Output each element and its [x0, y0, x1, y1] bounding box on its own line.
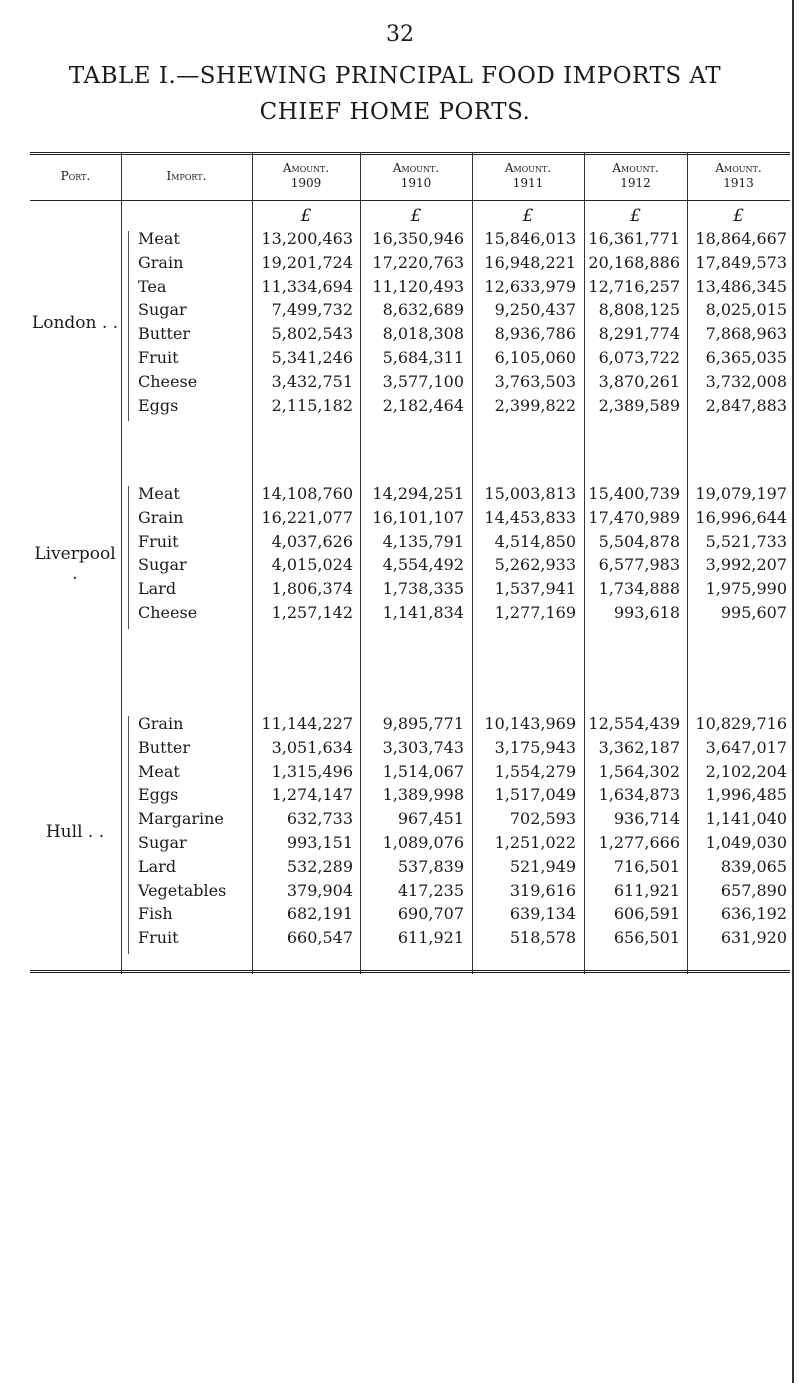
import-item-label: Lard: [138, 579, 177, 599]
amount-cell: 839,065: [720, 856, 787, 876]
column-divider: [687, 152, 688, 974]
amount-cell: 1,996,485: [705, 785, 787, 805]
amount-cell: 1,277,666: [598, 833, 680, 852]
amount-cell: 521,949: [509, 856, 576, 876]
import-item-label: Sugar: [138, 555, 187, 575]
group-brace: [128, 716, 132, 954]
amount-cell: 1,141,040: [705, 809, 787, 829]
import-item-label: Meat: [138, 761, 180, 781]
amount-cell: 15,846,013: [484, 229, 576, 248]
table-bottom-rule: [30, 970, 790, 973]
header-amount-label: Amount.: [282, 161, 330, 175]
amount-cell: 660,547: [286, 928, 353, 948]
amount-cell: 2,182,464: [382, 395, 464, 415]
amount-cell: 690,707: [397, 904, 464, 924]
amount-cell: 1,806,374: [271, 579, 353, 599]
amount-cell: 632,733: [286, 809, 353, 829]
amount-cell: 379,904: [286, 880, 353, 900]
amount-cell: 19,201,724: [261, 252, 353, 272]
amount-cell: 606,591: [613, 904, 680, 924]
amount-cell: 2,399,822: [494, 395, 576, 415]
amount-cell: 17,220,763: [372, 252, 464, 272]
import-item-label: Lard: [138, 856, 177, 876]
group-brace: [128, 486, 132, 629]
header-amount-1913: [687, 152, 790, 200]
group-brace: [128, 231, 132, 421]
port-label: Liverpool .: [34, 544, 116, 585]
import-item-label: Meat: [138, 229, 180, 248]
import-item-label: Eggs: [138, 395, 179, 415]
amount-cell: 12,554,439: [588, 714, 680, 733]
amount-cell: 19,079,197: [695, 484, 787, 503]
amount-cell: 11,334,694: [261, 276, 353, 296]
amount-cell: 4,554,492: [382, 555, 464, 575]
amount-cell: 6,365,035: [705, 348, 787, 367]
amount-cell: 3,432,751: [271, 371, 353, 391]
import-item-label: Cheese: [138, 603, 198, 622]
amount-cell: 702,593: [509, 809, 576, 829]
amount-cell: 2,389,589: [598, 395, 680, 415]
header-amount-1912: [584, 152, 687, 200]
amount-cell: 1,274,147: [271, 785, 353, 805]
amount-cell: 3,051,634: [271, 737, 353, 757]
amount-cell: 967,451: [397, 809, 464, 829]
amount-cell: 1,634,873: [598, 785, 680, 805]
amount-cell: 6,577,983: [598, 555, 680, 575]
amount-cell: 1,734,888: [598, 579, 680, 599]
amount-cell: 13,200,463: [261, 229, 353, 248]
amount-cell: 12,716,257: [588, 276, 680, 296]
amount-cell: 1,975,990: [705, 579, 787, 599]
import-item-label: Sugar: [138, 300, 187, 320]
amount-cell: 9,895,771: [382, 714, 464, 733]
import-item-label: Meat: [138, 484, 180, 503]
currency-symbol: £: [522, 206, 534, 226]
header-amount-1909: [252, 152, 360, 200]
amount-cell: 4,037,626: [271, 531, 353, 551]
amount-cell: 16,101,107: [372, 507, 464, 527]
amount-cell: 1,089,076: [382, 833, 464, 852]
import-item-label: Fruit: [138, 928, 179, 948]
import-item-label: Butter: [138, 324, 191, 344]
amount-cell: 993,618: [613, 603, 680, 622]
amount-cell: 656,501: [613, 928, 680, 948]
amount-cell: 993,151: [286, 833, 353, 852]
import-item-label: Butter: [138, 737, 191, 757]
header-bottom-rule: [30, 200, 790, 201]
amount-cell: 657,890: [720, 880, 787, 900]
import-item-label: Grain: [138, 507, 184, 527]
amount-cell: 14,453,833: [484, 507, 576, 527]
import-item-label: Fish: [138, 904, 173, 924]
amount-cell: 319,616: [509, 880, 576, 900]
amount-cell: 1,257,142: [271, 603, 353, 622]
header-year: 1913: [723, 176, 754, 190]
amount-cell: 537,839: [397, 856, 464, 876]
amount-cell: 18,864,667: [695, 229, 787, 248]
amount-cell: 6,105,060: [494, 348, 576, 367]
amount-cell: 8,808,125: [598, 300, 680, 320]
amount-cell: 8,632,689: [382, 300, 464, 320]
amount-cell: 8,291,774: [598, 324, 680, 344]
amount-cell: 16,996,644: [695, 507, 787, 527]
header-import: Import.: [166, 168, 207, 183]
table-title: [40, 58, 750, 130]
amount-cell: 20,168,886: [588, 252, 680, 272]
amount-cell: 2,102,204: [705, 761, 787, 781]
title-line-2: CHIEF HOME PORTS.: [259, 99, 531, 125]
amount-cell: 636,192: [720, 904, 787, 924]
amount-cell: 8,025,015: [705, 300, 787, 320]
amount-cell: 3,732,008: [705, 371, 787, 391]
amount-cell: 995,607: [720, 603, 787, 622]
import-item-label: Margarine: [138, 809, 224, 829]
amount-cell: 7,868,963: [705, 324, 787, 344]
import-item-label: Fruit: [138, 348, 179, 367]
amount-cell: 3,175,943: [494, 737, 576, 757]
amount-cell: 1,537,941: [494, 579, 576, 599]
amount-cell: 8,018,308: [382, 324, 464, 344]
port-label: London . .: [31, 313, 119, 334]
amount-cell: 5,802,543: [271, 324, 353, 344]
amount-cell: 1,517,049: [494, 785, 576, 805]
header-amount-1911: [472, 152, 584, 200]
amount-cell: 15,400,739: [588, 484, 680, 503]
amount-cell: 13,486,345: [695, 276, 787, 296]
import-item-label: Grain: [138, 714, 184, 733]
header-amount-label: Amount.: [392, 161, 440, 175]
amount-cell: 639,134: [509, 904, 576, 924]
amount-cell: 7,499,732: [271, 300, 353, 320]
food-imports-table: [30, 152, 790, 972]
amount-cell: 5,521,733: [705, 531, 787, 551]
amount-cell: 5,262,933: [494, 555, 576, 575]
header-amount-label: Amount.: [504, 161, 552, 175]
amount-cell: 1,389,998: [382, 785, 464, 805]
amount-cell: 14,294,251: [372, 484, 464, 503]
amount-cell: 4,514,850: [494, 531, 576, 551]
currency-symbol: £: [300, 206, 312, 226]
header-year: 1911: [512, 176, 544, 190]
page-number: 32: [386, 22, 414, 47]
amount-cell: 3,763,503: [494, 371, 576, 391]
amount-cell: 2,115,182: [271, 395, 353, 415]
amount-cell: 4,135,791: [382, 531, 464, 551]
amount-cell: 11,120,493: [372, 276, 464, 296]
column-divider: [472, 152, 473, 974]
amount-cell: 4,015,024: [271, 555, 353, 575]
amount-cell: 1,277,169: [494, 603, 576, 622]
amount-cell: 716,501: [613, 856, 680, 876]
amount-cell: 3,870,261: [598, 371, 680, 391]
amount-cell: 5,684,311: [382, 348, 464, 367]
column-divider: [121, 152, 122, 974]
amount-cell: 1,141,834: [382, 603, 464, 622]
amount-cell: 1,564,302: [598, 761, 680, 781]
amount-cell: 518,578: [509, 928, 576, 948]
currency-symbol: £: [733, 206, 744, 226]
port-label: Hull . .: [45, 822, 105, 842]
header-amount-1910: [360, 152, 472, 200]
amount-cell: 5,504,878: [598, 531, 680, 551]
amount-cell: 16,948,221: [484, 252, 576, 272]
import-item-label: Tea: [138, 276, 167, 296]
amount-cell: 10,829,716: [695, 714, 787, 733]
amount-cell: 17,470,989: [588, 507, 680, 527]
amount-cell: 1,738,335: [382, 579, 464, 599]
amount-cell: 1,554,279: [494, 761, 576, 781]
header-port: Port.: [60, 168, 91, 183]
currency-symbol: £: [410, 206, 422, 226]
title-line-1: TABLE I.—SHEWING PRINCIPAL FOOD IMPORTS AT: [68, 63, 722, 89]
header-year: 1909: [290, 176, 322, 190]
amount-cell: 9,250,437: [494, 300, 576, 320]
header-amount-label: Amount.: [715, 161, 762, 175]
amount-cell: 936,714: [613, 809, 680, 829]
amount-cell: 1,251,022: [494, 833, 576, 852]
amount-cell: 3,577,100: [382, 371, 464, 391]
amount-cell: 682,191: [286, 904, 353, 924]
import-item-label: Fruit: [138, 531, 179, 551]
amount-cell: 16,350,946: [372, 229, 464, 248]
amount-cell: 1,514,067: [382, 761, 464, 781]
amount-cell: 3,992,207: [705, 555, 787, 575]
amount-cell: 14,108,760: [261, 484, 353, 503]
header-year: 1912: [620, 176, 651, 190]
amount-cell: 8,936,786: [494, 324, 576, 344]
amount-cell: 15,003,813: [484, 484, 576, 503]
amount-cell: 1,315,496: [271, 761, 353, 781]
amount-cell: 10,143,969: [484, 714, 576, 733]
amount-cell: 6,073,722: [598, 348, 680, 367]
amount-cell: 17,849,573: [695, 252, 787, 272]
header-year: 1910: [400, 176, 432, 190]
currency-symbol: £: [630, 206, 641, 226]
amount-cell: 3,647,017: [705, 737, 787, 757]
amount-cell: 1,049,030: [705, 833, 787, 852]
amount-cell: 631,920: [720, 928, 787, 948]
import-item-label: Cheese: [138, 371, 198, 391]
import-item-label: Eggs: [138, 785, 179, 805]
column-divider: [360, 152, 361, 974]
import-item-label: Grain: [138, 252, 184, 272]
amount-cell: 3,362,187: [598, 737, 680, 757]
amount-cell: 11,144,227: [261, 714, 353, 733]
amount-cell: 532,289: [286, 856, 353, 876]
amount-cell: 611,921: [397, 928, 464, 948]
amount-cell: 417,235: [397, 880, 464, 900]
amount-cell: 16,361,771: [588, 229, 680, 248]
import-item-label: Sugar: [138, 833, 187, 852]
amount-cell: 16,221,077: [261, 507, 353, 527]
amount-cell: 5,341,246: [271, 348, 353, 367]
column-divider: [584, 152, 585, 974]
page-edge-bar: [792, 0, 794, 1383]
import-item-label: Vegetables: [138, 880, 227, 900]
amount-cell: 3,303,743: [382, 737, 464, 757]
amount-cell: 611,921: [613, 880, 680, 900]
header-amount-label: Amount.: [612, 161, 659, 175]
amount-cell: 2,847,883: [705, 395, 787, 415]
amount-cell: 12,633,979: [484, 276, 576, 296]
